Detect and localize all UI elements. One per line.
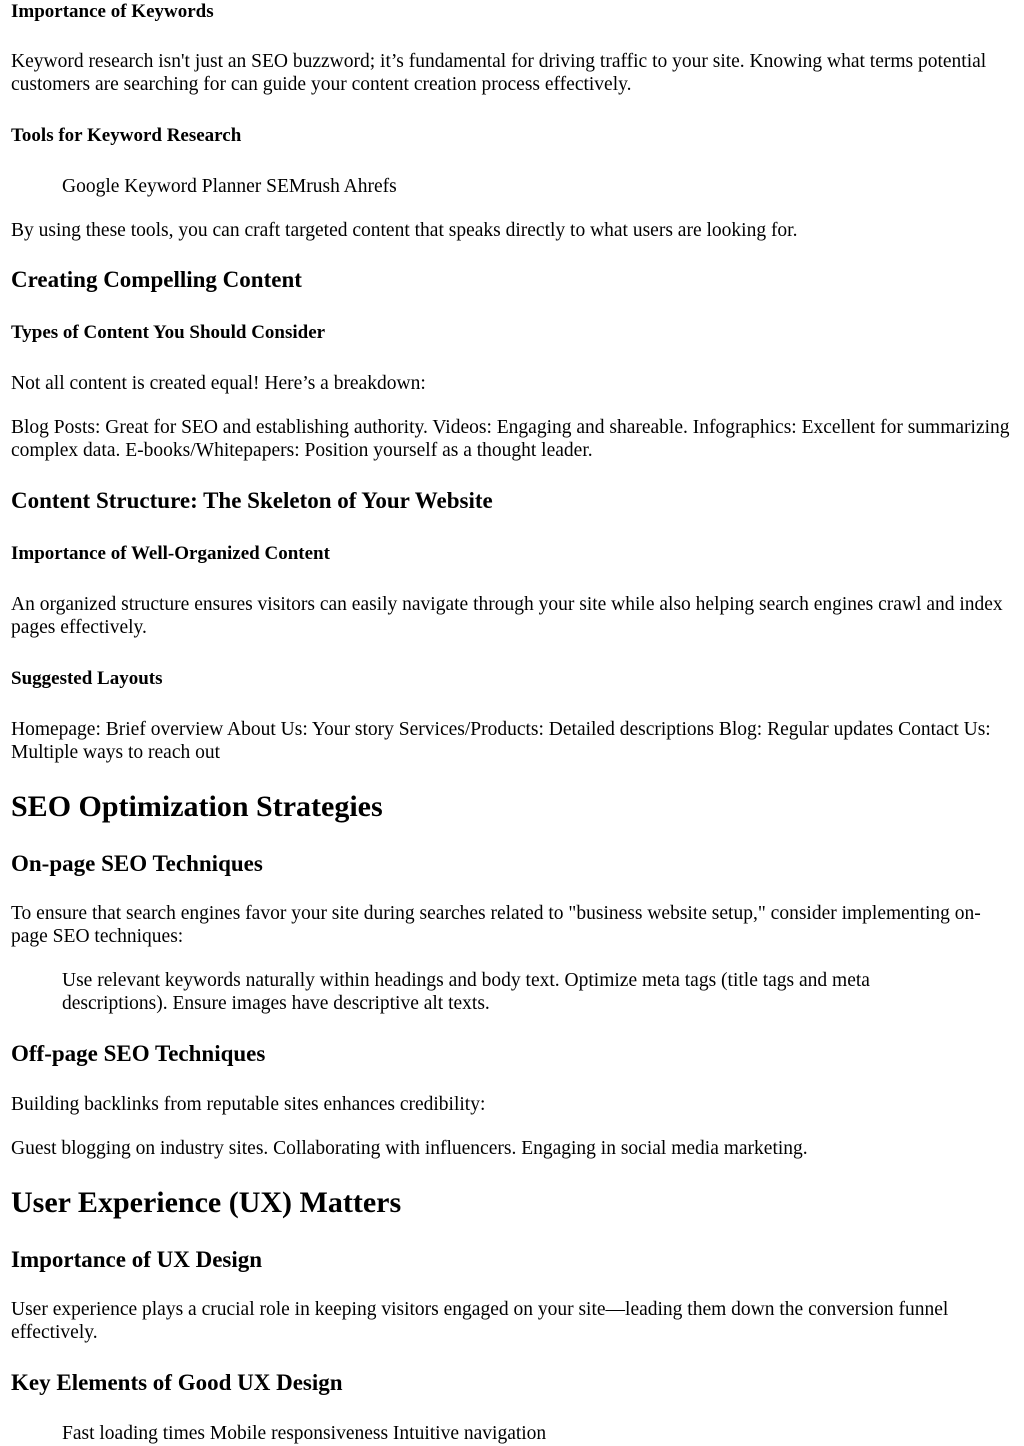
heading-content-structure: Content Structure: The Skeleton of Your Website xyxy=(11,488,493,513)
heading-seo-optimization-strategies: SEO Optimization Strategies xyxy=(11,790,383,823)
paragraph-suggested-layouts: Homepage: Brief overview About Us: Your story Services/Products: Detailed descriptions Blog: Regular updates Contact Us: Multiple ways to reach out xyxy=(11,719,991,763)
heading-types-of-content: Types of Content You Should Consider xyxy=(11,322,326,343)
heading-well-organized-content: Importance of Well-Organized Content xyxy=(11,543,330,564)
heading-creating-compelling-content: Creating Compelling Content xyxy=(11,267,302,292)
paragraph-not-all-content: Not all content is created equal! Here’s a breakdown: xyxy=(11,373,426,394)
blockquote-tools-list: Google Keyword Planner SEMrush Ahrefs xyxy=(62,176,397,197)
paragraph-on-page-seo: To ensure that search engines favor your site during searches related to "business website setup," consider implementing on-page SEO techniques: xyxy=(11,903,981,947)
heading-importance-of-ux-design: Importance of UX Design xyxy=(11,1247,263,1272)
paragraph-tools-usage: By using these tools, you can craft targeted content that speaks directly to what users are looking for. xyxy=(11,220,798,241)
heading-importance-of-keywords: Importance of Keywords xyxy=(11,1,214,22)
blockquote-ux-list: Fast loading times Mobile responsiveness Intuitive navigation xyxy=(62,1423,547,1444)
paragraph-organized-structure: An organized structure ensures visitors can easily navigate through your site while also helping search engines crawl and index pages effectively. xyxy=(11,594,1003,638)
paragraph-content-types: Blog Posts: Great for SEO and establishing authority. Videos: Engaging and shareable. Infographics: Excellent for summarizing complex data. E-books/Whitepapers: Position yourself as a thought leader. xyxy=(11,417,1010,461)
paragraph-backlinks: Building backlinks from reputable sites enhances credibility: xyxy=(11,1094,486,1115)
heading-on-page-seo: On-page SEO Techniques xyxy=(11,851,263,876)
heading-key-elements-ux: Key Elements of Good UX Design xyxy=(11,1370,343,1395)
paragraph-keyword-research: Keyword research isn't just an SEO buzzword; it’s fundamental for driving traffic to your site. Knowing what terms potential customers are searching for can guide your content creation process effectively. xyxy=(11,51,987,95)
blockquote-on-page-list: Use relevant keywords naturally within headings and body text. Optimize meta tags (title tags and meta descriptions). Ensure images have descriptive alt texts. xyxy=(62,970,870,1014)
heading-user-experience-matters: User Experience (UX) Matters xyxy=(11,1186,402,1219)
paragraph-off-page-list: Guest blogging on industry sites. Collaborating with influencers. Engaging in social media marketing. xyxy=(11,1138,808,1159)
heading-off-page-seo: Off-page SEO Techniques xyxy=(11,1041,266,1066)
heading-suggested-layouts: Suggested Layouts xyxy=(11,668,163,689)
paragraph-user-experience: User experience plays a crucial role in keeping visitors engaged on your site—leading them down the conversion funnel effectively. xyxy=(11,1299,949,1343)
heading-tools-for-keyword-research: Tools for Keyword Research xyxy=(11,125,242,146)
